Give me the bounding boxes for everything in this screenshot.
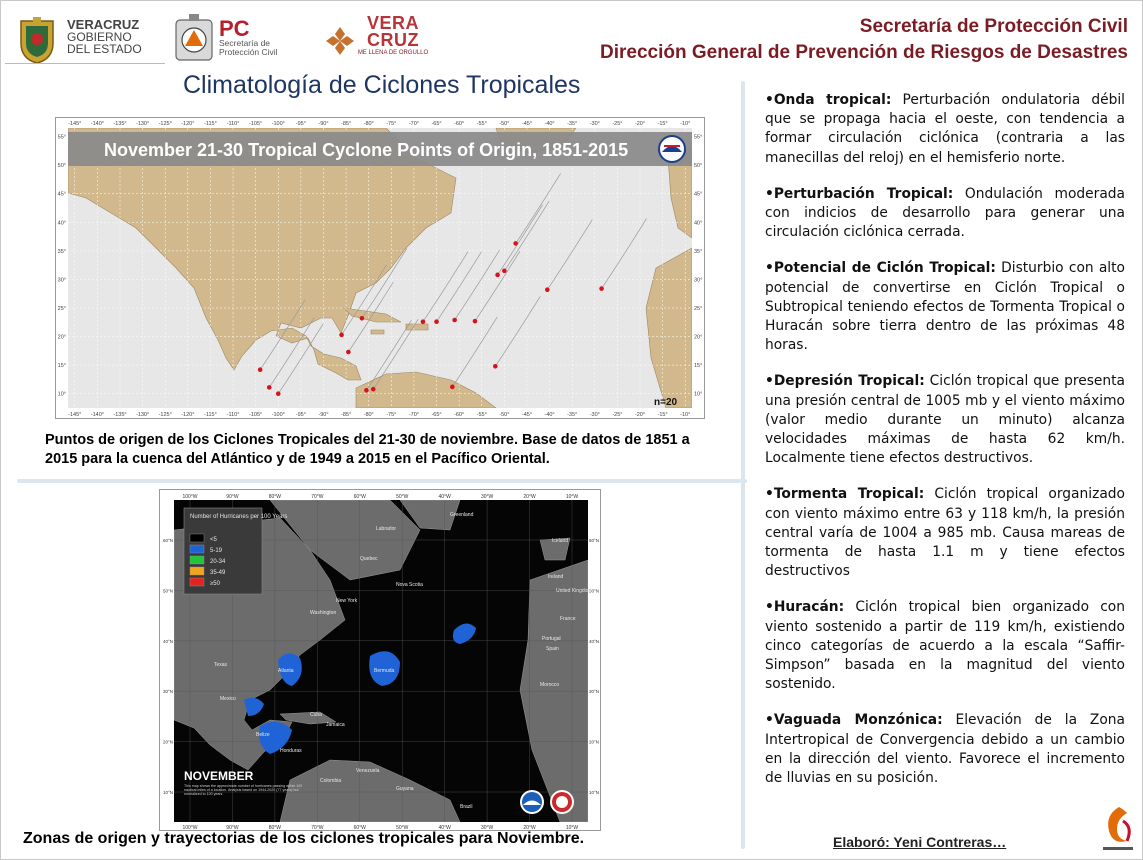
lat-tick-label: 30°N (162, 689, 173, 695)
pc-line1: Secretaría de (219, 38, 271, 48)
lon-tick-label: -75° (386, 412, 397, 418)
lat-tick-label: 10°N (589, 790, 600, 795)
veracruz-line2: GOBIERNO (67, 30, 132, 44)
definition-potencial-ciclon (765, 259, 1125, 355)
place-label: Ireland (548, 574, 564, 580)
legend-label: 5-19 (210, 548, 223, 554)
origin-map-caption: Puntos de origen de los Ciclones Tropicales del 21-30 de noviembre. Base de datos de 1851 a 2015 para la cuenca del Atlántico y de 1949 a 2015 en el Pacífico Oriental. (45, 432, 690, 467)
lat-tick-label: 45° (57, 191, 66, 198)
lon-tick-label: -115° (204, 121, 217, 127)
origin-point (473, 319, 478, 324)
header-logos (15, 9, 575, 65)
author-credit: Elaboró: Yeni Contreras… (833, 834, 1007, 850)
veracruz-line1: VERACRUZ (67, 17, 140, 32)
veracruz-shield-logo (15, 13, 59, 69)
definition-tormenta-tropical (765, 485, 1125, 581)
origin-point (450, 385, 455, 390)
hurricane-frequency-map (159, 489, 601, 831)
lon-tick-label: -135° (113, 412, 127, 418)
legend-swatch (190, 578, 204, 586)
pc-wordmark (219, 16, 278, 57)
lon-tick-label: 40°W (438, 494, 451, 500)
definition-text: Ciclón tropical que presenta una presión central de 1005 mb y el viento máximo (valor medio durante un minuto) alcanza velocidades máximas de hasta 62 km/h. Localmente tiene efectos destructivos. (765, 373, 1125, 467)
lon-tick-label: -145° (68, 412, 82, 418)
lon-tick-label: -35° (567, 121, 578, 127)
header-divider (5, 63, 165, 64)
origin-point (493, 364, 498, 369)
lat-tick-label: 25° (57, 306, 66, 312)
lon-tick-label: 30°W (480, 825, 494, 830)
lon-tick-label: 10°W (565, 825, 579, 830)
lon-tick-label: 30°W (480, 494, 494, 500)
place-label: Bermuda (374, 668, 395, 674)
origin-point (371, 387, 376, 392)
lon-tick-label: 20°W (523, 494, 536, 500)
place-label: Labrador (376, 526, 397, 532)
lon-tick-label: -60° (454, 412, 465, 418)
place-label: Iceland (552, 538, 569, 544)
definition-term: •Depresión Tropical: (765, 373, 925, 390)
lat-tick-label: 50° (57, 163, 66, 170)
lon-tick-label: -50° (499, 412, 510, 418)
lon-tick-label: -65° (431, 121, 442, 127)
legend-label: 35-49 (210, 570, 226, 576)
lon-tick-label: -95° (295, 121, 306, 127)
lon-tick-label: -30° (589, 121, 600, 127)
lon-tick-label: -55° (476, 121, 487, 127)
lon-tick-label: -135° (113, 121, 127, 127)
lon-tick-label: -125° (158, 121, 172, 127)
vc-slogan: ME LLENA DE ORGULLO (357, 50, 429, 56)
origin-point (360, 316, 365, 321)
lat-tick-label: 55° (57, 134, 66, 141)
definition-text: Disturbio con alto potencial de convertirse en Ciclón Tropical o Subtropical teniendo efectos de Tormenta Tropical o Huracán sobre tierra dentro de las próximas 48 horas. (765, 260, 1125, 354)
frequency-map-caption: Zonas de origen y trayectorias de los ciclones tropicales para Noviembre. (23, 830, 585, 847)
lat-tick-label: 50° (694, 163, 703, 170)
lat-tick-label: 30° (57, 277, 66, 284)
place-label: Honduras (280, 748, 302, 754)
place-label: Washington (310, 610, 337, 616)
lon-tick-label: -110° (226, 121, 240, 127)
lon-tick-label: -25° (612, 121, 623, 127)
place-label: Spain (546, 646, 559, 652)
lon-tick-label: -40° (544, 121, 555, 127)
horizontal-separator (17, 479, 747, 483)
lon-tick-label: -15° (657, 412, 668, 418)
lon-tick-label: 50°W (396, 494, 409, 500)
veracruz-line3: DEL ESTADO (67, 42, 142, 56)
origin-point (276, 391, 281, 396)
lon-tick-label: -65° (431, 412, 442, 418)
lon-tick-label: -110° (226, 412, 240, 418)
definition-depresion-tropical (765, 372, 1125, 468)
definition-onda-tropical (765, 91, 1125, 168)
definition-huracan (765, 598, 1125, 694)
lat-tick-label: 20°N (162, 739, 173, 745)
lon-tick-label: -100° (271, 412, 285, 418)
lon-tick-label: -95° (295, 412, 306, 418)
lon-tick-label: 100°W (182, 494, 198, 500)
org-name-line2: Dirección General de Prevención de Riesgos de Desastres (599, 42, 1128, 63)
org-name-line1: Secretaría de Protección Civil (859, 16, 1128, 37)
origin-point (545, 287, 550, 292)
place-label: Cuba (310, 712, 322, 718)
lon-tick-label: 90°W (226, 825, 239, 830)
origin-point (502, 269, 507, 274)
lat-tick-label: 30° (694, 277, 703, 284)
definitions-list (765, 91, 1125, 805)
lon-tick-label: -55° (476, 412, 487, 418)
noaa-logo-icon (659, 136, 685, 162)
veracruz-wordmark (67, 19, 142, 55)
definition-text: Ciclón tropical organizado con viento máximo entre 63 y 118 km/h, la presión central varía de 1004 a 985 mb. Causa mareas de tormenta de hasta 1.1 m y tiene efectos destructivos (765, 486, 1125, 580)
lon-tick-label: -90° (318, 121, 329, 127)
lon-tick-label: 60°W (353, 825, 366, 830)
legend-swatch (190, 534, 204, 542)
lon-tick-label: -10° (680, 412, 691, 418)
lat-tick-label: 10° (57, 391, 66, 398)
lon-tick-label: 80°W (268, 825, 282, 830)
lon-tick-label: -45° (521, 121, 533, 127)
legend-swatch (190, 567, 204, 575)
lon-tick-label: 70°W (311, 494, 324, 500)
organization-header (600, 15, 1128, 67)
place-label: Nova Scotia (396, 582, 423, 588)
lon-tick-label: -145° (68, 121, 82, 127)
legend-swatch (190, 556, 204, 564)
lon-tick-label: -85° (341, 121, 352, 127)
lat-tick-label: 60°N (589, 538, 600, 543)
lon-tick-label: -125° (158, 412, 172, 418)
lat-tick-label: 30°N (589, 689, 600, 695)
lat-tick-label: 20°N (589, 739, 600, 745)
pc-seal-logo (173, 11, 215, 67)
lon-tick-label: 50°W (396, 825, 409, 830)
lat-tick-label: 45° (694, 191, 703, 198)
place-label: New York (336, 598, 358, 604)
lat-tick-label: 10° (694, 391, 703, 398)
lon-tick-label: -35° (567, 412, 578, 418)
lon-tick-label: -50° (499, 121, 510, 127)
lon-tick-label: -90° (318, 412, 329, 418)
map-banner-title: November 21-30 Tropical Cyclone Points of Origin, 1851-2015 (104, 140, 629, 160)
lon-tick-label: -40° (544, 412, 555, 418)
definition-text: Ondulación moderada con indicios de desarrollo para generar una circulación ciclónica cerrada. (765, 185, 1125, 241)
lat-tick-label: 40°N (589, 638, 600, 644)
lat-tick-label: 50°N (162, 588, 173, 594)
lon-tick-label: -60° (454, 121, 465, 127)
lon-tick-label: 100°W (182, 825, 198, 830)
lon-tick-label: 70°W (311, 825, 324, 830)
lat-tick-label: 50°N (589, 588, 600, 594)
place-label: Greenland (450, 512, 474, 518)
lon-tick-label: -120° (181, 121, 195, 127)
lat-tick-label: 15° (57, 363, 66, 370)
definition-term: •Vaguada Monzónica: (765, 712, 943, 729)
lat-tick-label: 40°N (162, 638, 173, 644)
lon-tick-label: -15° (657, 121, 668, 127)
place-label: Venezuela (356, 768, 380, 774)
lon-tick-label: -10° (680, 121, 691, 127)
lon-tick-label: -80° (363, 412, 374, 418)
lon-tick-label: -105° (249, 121, 263, 127)
lat-tick-label: 60°N (162, 538, 173, 543)
noaa-logo-icon (520, 790, 544, 814)
legend-label: <5 (210, 537, 217, 543)
lon-tick-label: -20° (634, 412, 646, 418)
lon-tick-label: -75° (386, 121, 397, 127)
place-label: United Kingdom (556, 588, 592, 594)
origin-points-map (55, 117, 705, 419)
lat-tick-label: 55° (694, 134, 703, 141)
place-label: Quebec (360, 556, 378, 562)
origin-point (421, 319, 426, 324)
lon-tick-label: -120° (181, 412, 195, 418)
lon-tick-label: -45° (521, 412, 533, 418)
definition-term: •Huracán: (765, 599, 845, 616)
pc-line2: Protección Civil (219, 47, 278, 57)
lon-tick-label: 40°W (438, 825, 451, 830)
origin-point (267, 385, 272, 390)
origin-point (346, 350, 351, 355)
lon-tick-label: -80° (363, 121, 374, 127)
hurricane-frequency-map-svg (160, 490, 600, 830)
lon-tick-label: 10°W (565, 494, 579, 500)
place-label: France (560, 616, 576, 622)
lon-tick-label: 80°W (268, 494, 282, 500)
lon-tick-label: 60°W (353, 494, 366, 500)
legend-label: 20-34 (210, 559, 226, 565)
lat-tick-label: 10°N (162, 790, 173, 795)
vera-cruz-wordmark (351, 15, 435, 57)
lat-tick-label: 35° (57, 248, 66, 255)
origin-point (495, 273, 500, 278)
lon-tick-label: -85° (341, 412, 352, 418)
month-note: This map shows the approximate number of hurricanes passing within 100 nautical miles of a location. Analysis based on 1944-2020 (77 years) but normalized to 100 years. (184, 784, 303, 797)
origin-point (599, 286, 604, 291)
origin-point (258, 367, 263, 372)
lat-tick-label: 40° (57, 220, 66, 227)
definition-text: Perturbación ondulatoria débil que se propaga hacia el oeste, con tendencia a formar circulación ciclónica (contraria a las manecillas del reloj) en el hemisferio norte. (765, 92, 1125, 166)
lat-tick-label: 20° (694, 334, 703, 341)
pc-title: PC (219, 16, 250, 41)
legend-title: Number of Hurricanes per 100 Years (190, 514, 288, 520)
lon-tick-label: -70° (408, 121, 419, 127)
legend-swatch (190, 545, 204, 553)
place-label: Colombia (320, 778, 342, 784)
origin-point (452, 318, 457, 323)
lat-tick-label: 15° (694, 363, 703, 370)
place-label: Portugal (542, 636, 561, 642)
lon-tick-label: -100° (271, 121, 285, 127)
definition-term: •Onda tropical: (765, 92, 892, 108)
lat-tick-label: 25° (694, 306, 703, 312)
place-label: Mexico (220, 696, 236, 702)
lat-tick-label: 35° (694, 248, 703, 255)
page-title: Climatología de Ciclones Tropicales (183, 71, 581, 99)
lat-tick-label: 20° (57, 334, 66, 341)
month-label: NOVEMBER (184, 769, 254, 783)
place-label: Atlanta (278, 668, 294, 674)
origin-point (364, 388, 369, 393)
lon-tick-label: -25° (612, 412, 623, 418)
lon-tick-label: -140° (90, 121, 105, 127)
definition-term: •Tormenta Tropical: (765, 486, 925, 503)
nws-logo-icon (550, 790, 574, 814)
definition-text: Ciclón tropical bien organizado con viento sostenido a partir de 119 km/h, existiendo cinco categorías de acuerdo a la escala “Saffir-Simpson” basada en la magnitud del viento sostenido. (765, 599, 1125, 693)
definition-perturbacion-tropical (765, 185, 1125, 243)
lon-tick-label: -130° (135, 412, 150, 418)
lat-tick-label: 40° (694, 220, 703, 227)
lon-tick-label: -130° (135, 121, 150, 127)
lon-tick-label: -30° (589, 412, 600, 418)
origin-point (339, 333, 344, 338)
lon-tick-label: -70° (408, 412, 419, 418)
vc-line2: CRUZ (367, 30, 419, 50)
vc-line1: VERA (366, 13, 419, 33)
definition-term: •Potencial de Ciclón Tropical: (765, 260, 996, 277)
lon-tick-label: -105° (249, 412, 263, 418)
cepr-swirl-logo (1097, 801, 1139, 857)
definition-text: Elevación de la Zona Intertropical de Convergencia debido a un cambio en la dirección del viento. Favorece el incremento de lluvias en su posición. (765, 712, 1125, 787)
origin-point (434, 319, 439, 324)
origin-point (513, 241, 518, 246)
lon-tick-label: -20° (634, 121, 646, 127)
definition-term: •Perturbación Tropical: (765, 185, 954, 202)
place-label: Guyana (396, 786, 414, 792)
place-label: Texas (214, 662, 228, 668)
place-label: Belize (256, 732, 270, 738)
place-label: Jamaica (326, 722, 345, 728)
legend-label: ≥50 (210, 581, 220, 587)
definition-vaguada-monzonica (765, 711, 1125, 788)
lon-tick-label: 20°W (523, 825, 536, 830)
lon-tick-label: -115° (204, 412, 217, 418)
sample-count-label: n=20 (654, 397, 678, 408)
origin-points-map-svg (56, 118, 704, 418)
lon-tick-label: 90°W (226, 494, 239, 500)
vertical-separator (741, 81, 745, 849)
place-label: Morocco (540, 682, 560, 688)
lon-tick-label: -140° (90, 412, 105, 418)
place-label: Brazil (460, 804, 473, 810)
